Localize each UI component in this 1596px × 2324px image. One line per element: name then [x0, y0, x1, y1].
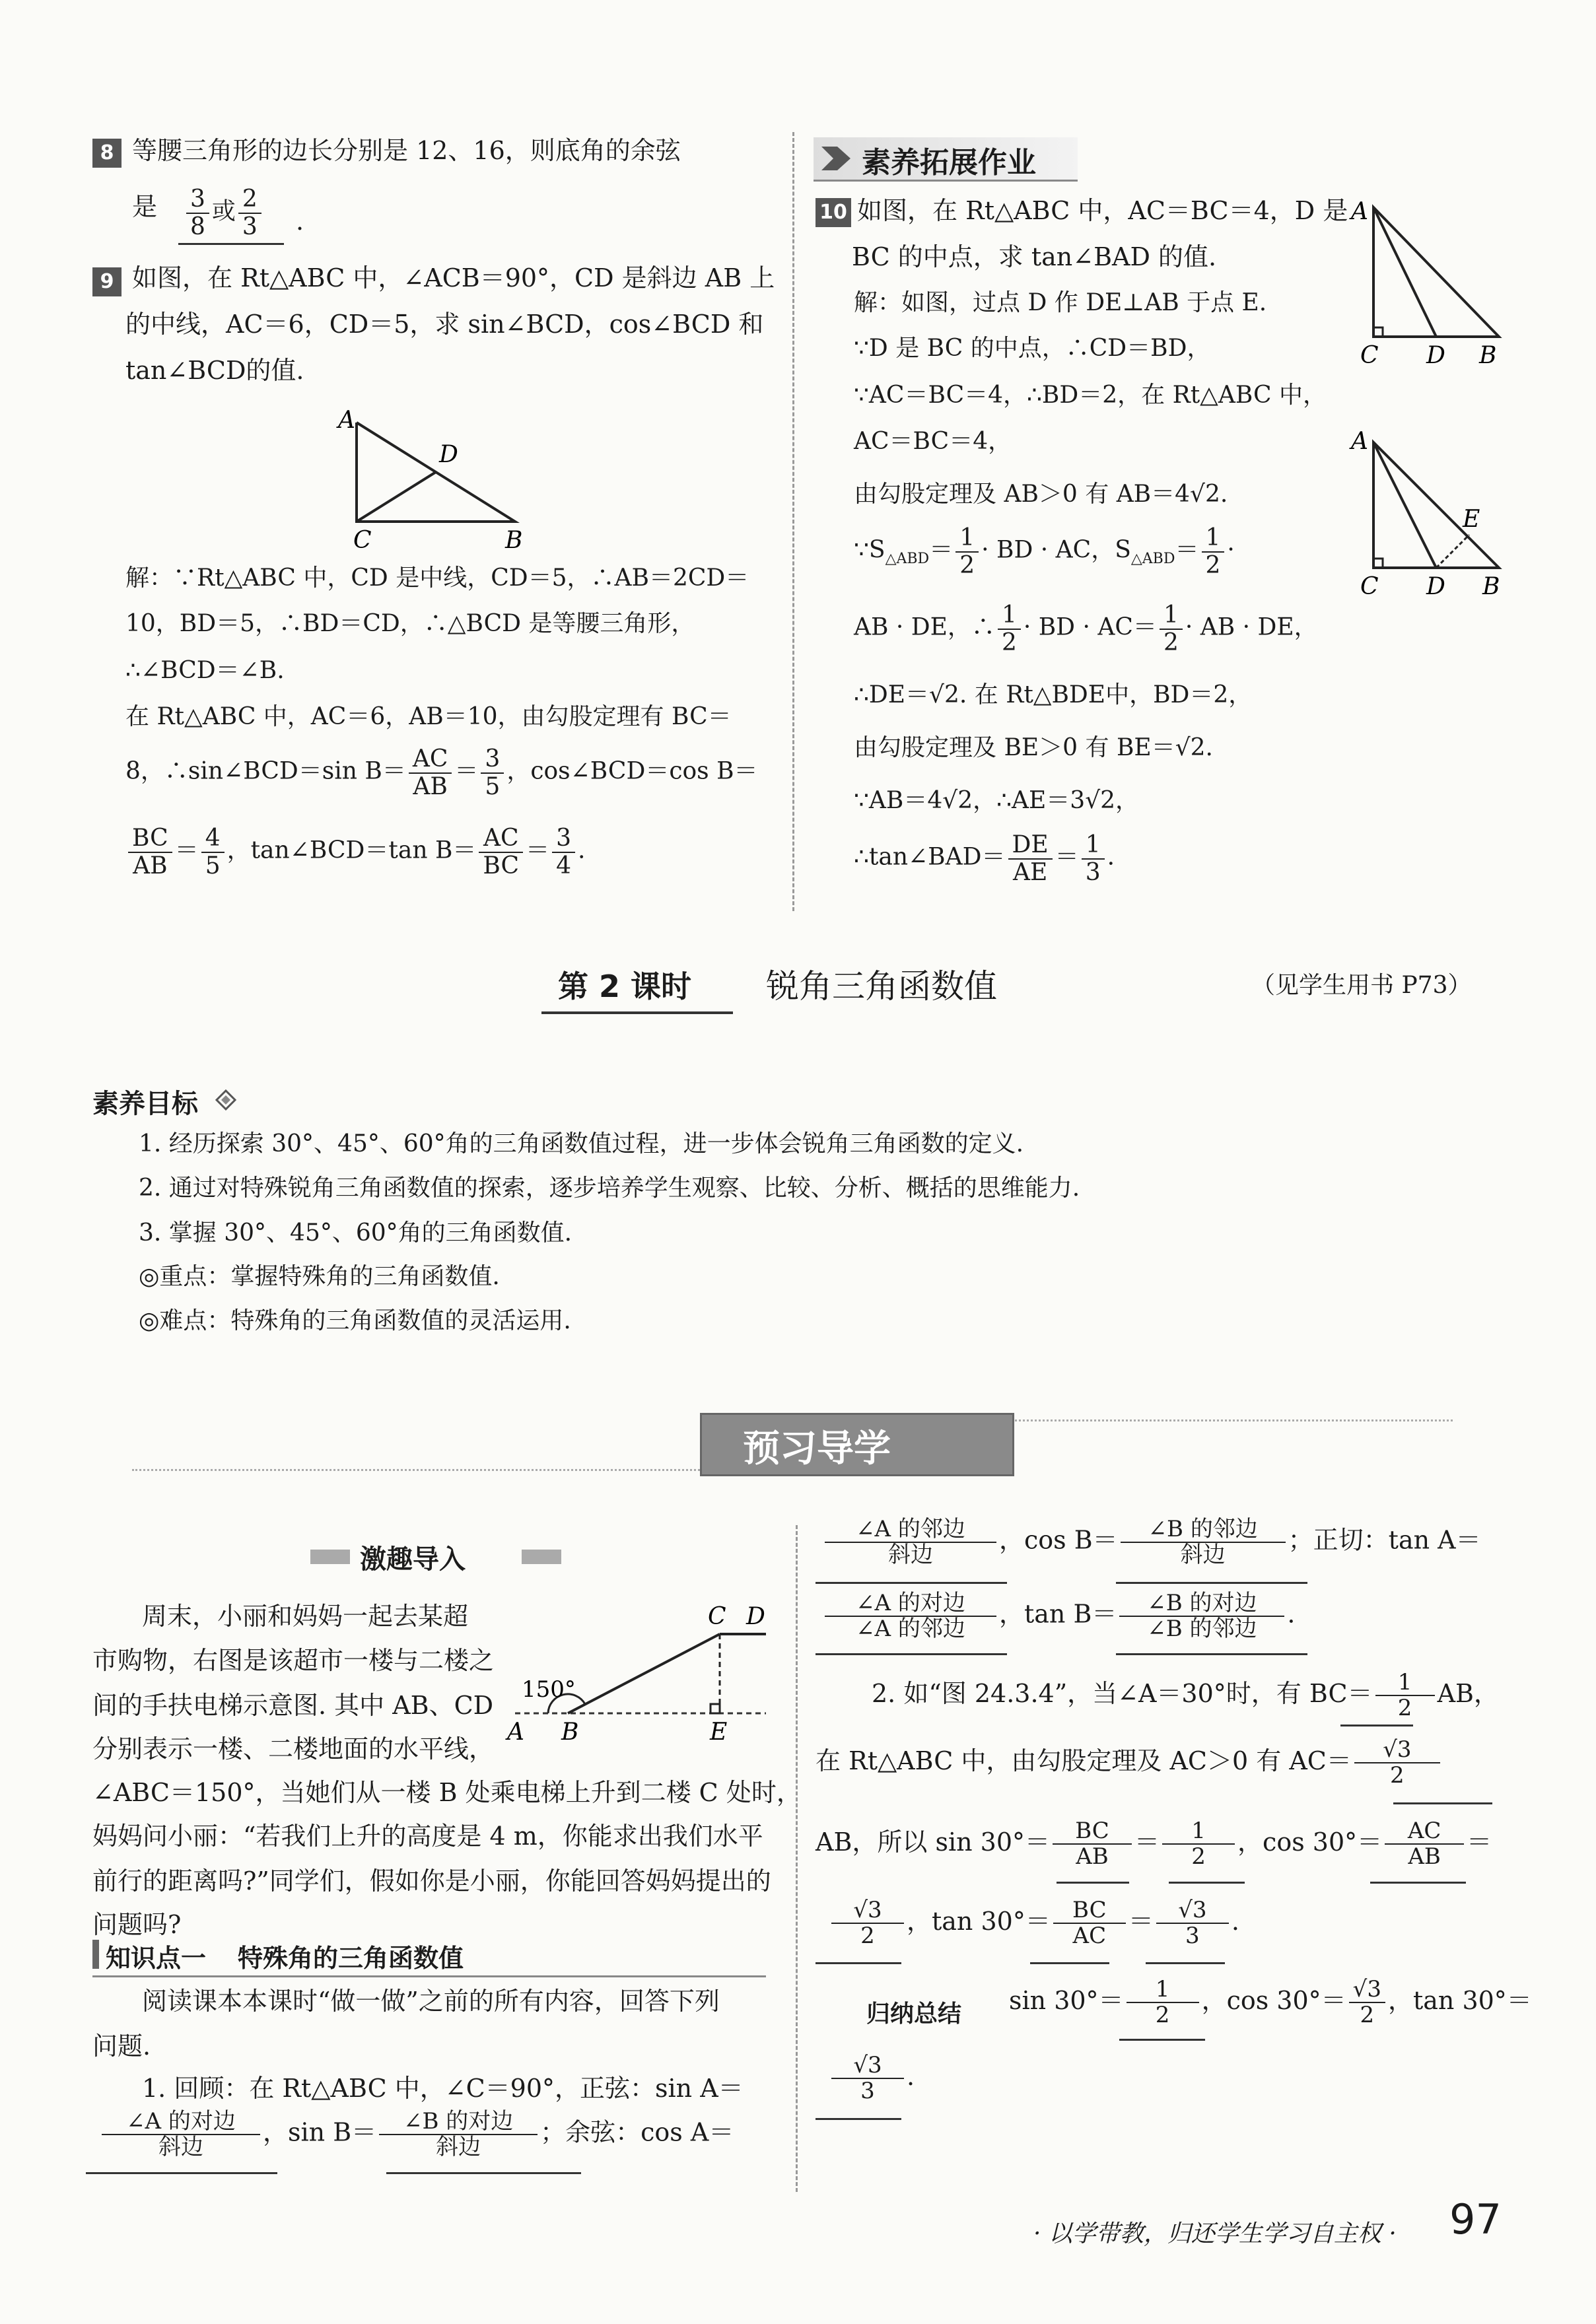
kp1-p2: 问题. [92, 2032, 151, 2061]
q10-f1-d: D [1426, 342, 1445, 369]
right-blank-q2 [1340, 1725, 1413, 1726]
kp1-title: 特殊角的三角函数值 [238, 1944, 464, 1973]
right-q5: $\frac{√3}{2}$ ，tan 30°＝ $\frac{BC}{AC}$ ＝ $\frac{√3}{3}$ . [829, 1898, 1239, 1949]
intro-p5: ∠ABC＝150°，当她们从一楼 B 处乘电梯上升到二楼 C 处时， [92, 1778, 802, 1807]
right-blank-q5a [815, 1962, 901, 1964]
preview-dotted-line-right [1010, 1419, 1453, 1421]
right-blank-2 [1116, 1582, 1307, 1584]
escalator-label-a: A [507, 1719, 524, 1746]
right-q4: AB，所以 sin 30°＝ $\frac{BC}{AB}$ ＝ $\frac{1}{2}$ ，cos 30°＝ $\frac{AC}{AB}$ ＝ [815, 1818, 1492, 1870]
q8-answer-blank [178, 243, 284, 245]
q10-sol6: $\because S_{\triangle ABD}=$ $\frac{1}{2}$ · BD · AC，$S_{\triangle ABD}=$ $\frac{1}{2}$ · [854, 524, 1235, 579]
lesson-title-name: 锐角三角函数值 [766, 967, 997, 1006]
q10-f1-b: B [1479, 342, 1497, 369]
q8-line2 [132, 191, 157, 223]
q10-sol5: 由勾股定理及 AB＞0 有 AB＝4√2. [854, 481, 1228, 508]
right-q2: 2. 如“图 24.3.4”，当∠A＝30°时，有 BC＝ $\frac{1}{2}$ AB， [872, 1669, 1499, 1722]
q10-f1-c: C [1360, 342, 1379, 369]
q9-sol6: $\frac{BC}{AB}$ ＝ $\frac{4}{5}$ ，tan∠BCD＝tan B＝ $\frac{AC}{BC}$ ＝ $\frac{3}{4}$ . [125, 825, 585, 879]
summary-blank-1 [1119, 2039, 1205, 2041]
q8-frac-b: $\frac{2}{3}$ [238, 186, 261, 240]
kp1-blank-2 [386, 2172, 581, 2174]
column-divider-top [792, 132, 794, 911]
kp1-p1: 阅读课本本课时“做一做”之前的所有内容，回答下列 [142, 1987, 720, 2016]
goal-2: 2. 通过对特殊锐角三角函数值的探索，逐步培养学生观察、比较、分析、概括的思维能力. [139, 1175, 1080, 1202]
key-point: ◎重点：掌握特殊角的三角函数值. [139, 1263, 500, 1290]
right-blank-q4b [1169, 1882, 1245, 1884]
goal-1: 1. 经历探索 30°、45°、60°角的三角函数值过程，进一步体会锐角三角函数的定义. [139, 1130, 1024, 1157]
q9-sol3: ∴∠BCD＝∠B. [125, 657, 285, 684]
q10-f2-e: E [1463, 506, 1480, 533]
difficult-point: ◎难点：特殊角的三角函数值的灵活运用. [139, 1307, 571, 1334]
q10-f2-c: C [1360, 573, 1379, 600]
right-blank-4 [1116, 1653, 1307, 1655]
q9-label-c: C [353, 527, 372, 554]
column-divider-bottom [796, 1525, 798, 2192]
q9-line1: 如图，在 Rt△ABC 中，∠ACB＝90°，CD 是斜边 AB 上 [132, 263, 775, 292]
right-blank-q4a [1057, 1882, 1129, 1884]
q10-f2-a: A [1351, 428, 1368, 455]
footer-motto: · 以学带教，归还学生学习自主权 · [1033, 2220, 1397, 2247]
q10-sol8: ∴DE＝√2. 在 Rt△BDE中，BD＝2， [854, 681, 1253, 708]
q9-median [357, 472, 436, 522]
q9-line3: tan∠BCD的值. [125, 356, 304, 385]
kp1-row: $\frac{\text{∠A 的对边}}{\text{斜边}}$ ，sin B＝ $\frac{\text{∠B 的对边}}{\text{斜边}}$ ；余弦：cos A＝ [99, 2109, 734, 2160]
lesson-title-number: 第 2 课时 [558, 969, 692, 1004]
page-number: 97 [1449, 2195, 1502, 2243]
preview-banner-text: 预习导学 [743, 1427, 891, 1470]
intro-label-right-bar [522, 1550, 561, 1564]
intro-p4: 分别表示一楼、二楼地面的水平线， [92, 1734, 495, 1763]
q8-frac-a: $\frac{3}{8}$ [186, 186, 209, 240]
summary-label: 归纳总结 [866, 2000, 962, 2028]
intro-label-left-bar [310, 1550, 350, 1564]
lesson-reference: （见学生用书 P73） [1251, 972, 1472, 999]
intro-p3: 间的手扶电梯示意图. 其中 AB、CD [92, 1691, 494, 1720]
q10-line2: BC 的中点，求 tan∠BAD 的值. [852, 242, 1217, 271]
q10-sol10: ∵AB＝4√2，∴AE＝3√2， [854, 787, 1140, 814]
escalator-label-b: B [561, 1719, 579, 1746]
intro-p1: 周末，小丽和妈妈一起去某超 [142, 1602, 469, 1631]
right-blank-q3 [1393, 1802, 1492, 1804]
intro-label: 激趣导入 [360, 1544, 466, 1575]
q10-sol4: AC＝BC＝4， [854, 428, 1012, 455]
q9-sol1: 解：∵Rt△ABC 中，CD 是中线，CD＝5，∴AB＝2CD＝ [125, 564, 749, 592]
q10-line1: 如图，在 Rt△ABC 中，AC＝BC＝4，D 是 [857, 196, 1348, 225]
q10-sol3: ∵AC＝BC＝4，∴BD＝2，在 Rt△ABC 中， [854, 382, 1327, 409]
escalator-label-d: D [746, 1603, 765, 1630]
right-blank-q5b [1030, 1962, 1109, 1964]
q9-label-d: D [439, 441, 458, 468]
q10-sol7: AB · DE，∴ $\frac{1}{2}$ · BD · AC＝ $\frac{1}{2}$ · AB · DE， [854, 601, 1318, 656]
right-blank-1 [815, 1582, 1007, 1584]
diamond-icon [213, 1088, 239, 1112]
escalator-angle-label: 150° [522, 1676, 576, 1703]
right-row2: $\frac{\text{∠A 的对边}}{\text{∠A 的邻边}}$ ，tan B＝ $\frac{\text{∠B 的对边}}{\text{∠B 的邻边}}$ . [822, 1591, 1296, 1642]
q9-label-b: B [505, 527, 523, 554]
right-row1: $\frac{\text{∠A 的邻边}}{\text{斜边}}$ ，cos B＝ $\frac{\text{∠B 的邻边}}{\text{斜边}}$ ；正切：tan A＝ [822, 1517, 1481, 1568]
q10-f1-a: A [1351, 198, 1368, 225]
q9-sol2: 10，BD＝5，∴BD＝CD，∴△BCD 是等腰三角形， [125, 610, 695, 637]
q9-sol5: 8，∴sin∠BCD＝sin B＝ $\frac{AC}{AB}$ ＝ $\frac{3}{5}$ ，cos∠BCD＝cos B＝ [125, 745, 758, 800]
kp1-blank-1 [86, 2172, 277, 2174]
summary-blank-2 [815, 2118, 901, 2120]
q8-answer: $\frac{3}{8}$ 或 $\frac{2}{3}$ [184, 186, 264, 240]
q9-badge: 9 [92, 267, 121, 296]
right-blank-3 [815, 1653, 1007, 1655]
preview-dotted-line-left [132, 1469, 700, 1471]
kp1-label: 知识点一 [106, 1944, 207, 1973]
q10-sol2: ∵D 是 BC 的中点，∴CD＝BD， [854, 335, 1211, 362]
q9-sol4: 在 Rt△ABC 中，AC＝6，AB＝10，由勾股定理有 BC＝ [125, 703, 732, 730]
extension-header: 素养拓展作业 [862, 146, 1036, 180]
summary-row: sin 30°＝ $\frac{1}{2}$ ，cos 30°＝ $\frac{√3}{2}$ ，tan 30°＝ [1009, 1976, 1532, 2029]
q10-figure-1 [1347, 198, 1512, 370]
q8-badge: 8 [92, 139, 121, 168]
q8-prefix: 是 [132, 192, 158, 221]
intro-p7: 前行的距离吗?”同学们，假如你是小丽，你能回答妈妈提出的 [92, 1866, 771, 1896]
right-blank-q5c [1146, 1962, 1225, 1964]
summary-row2: $\frac{√3}{3}$ . [829, 2053, 915, 2104]
q10-badge: 10 [815, 198, 851, 227]
goal-3: 3. 掌握 30°、45°、60°角的三角函数值. [139, 1219, 572, 1247]
intro-p8: 问题吗? [92, 1910, 182, 1939]
escalator-figure [502, 1598, 773, 1750]
q10-f2-b: B [1482, 573, 1500, 600]
kp1-marker [92, 1940, 99, 1969]
q10-figure-2 [1347, 423, 1512, 601]
kp1-p3: 1. 回顾：在 Rt△ABC 中，∠C＝90°，正弦：sin A＝ [142, 2074, 744, 2103]
q10-sol1: 解：如图，过点 D 作 DE⊥AB 于点 E. [854, 289, 1267, 316]
q9-label-a: A [338, 407, 355, 434]
q8-line1: 等腰三角形的边长分别是 12、16，则底角的余弦 [132, 136, 681, 165]
q9-line2: 的中线，AC＝6，CD＝5，求 sin∠BCD，cos∠BCD 和 [125, 310, 764, 339]
right-blank-q4c [1370, 1882, 1466, 1884]
q10-sol11: ∴tan∠BAD＝ $\frac{DE}{AE}$ ＝ $\frac{1}{3}$ . [854, 831, 1115, 886]
intro-p6: 妈妈问小丽：“若我们上升的高度是 4 m，你能求出我们水平 [92, 1822, 763, 1851]
right-q3: 在 Rt△ABC 中，由勾股定理及 AC＞0 有 AC＝ $\frac{√3}{2}$ [815, 1738, 1443, 1789]
intro-p2: 市购物，右图是该超市一楼与二楼之 [92, 1646, 495, 1675]
q10-sol9: 由勾股定理及 BE＞0 有 BE＝√2. [854, 734, 1213, 761]
goals-label: 素养目标 [92, 1089, 198, 1119]
arrow-icon [819, 141, 856, 176]
q9-figure [330, 403, 548, 555]
q10-f2-d: D [1426, 573, 1445, 600]
escalator-label-c: C [708, 1603, 726, 1630]
q8-end: . [296, 207, 304, 236]
escalator-label-e: E [710, 1719, 728, 1746]
